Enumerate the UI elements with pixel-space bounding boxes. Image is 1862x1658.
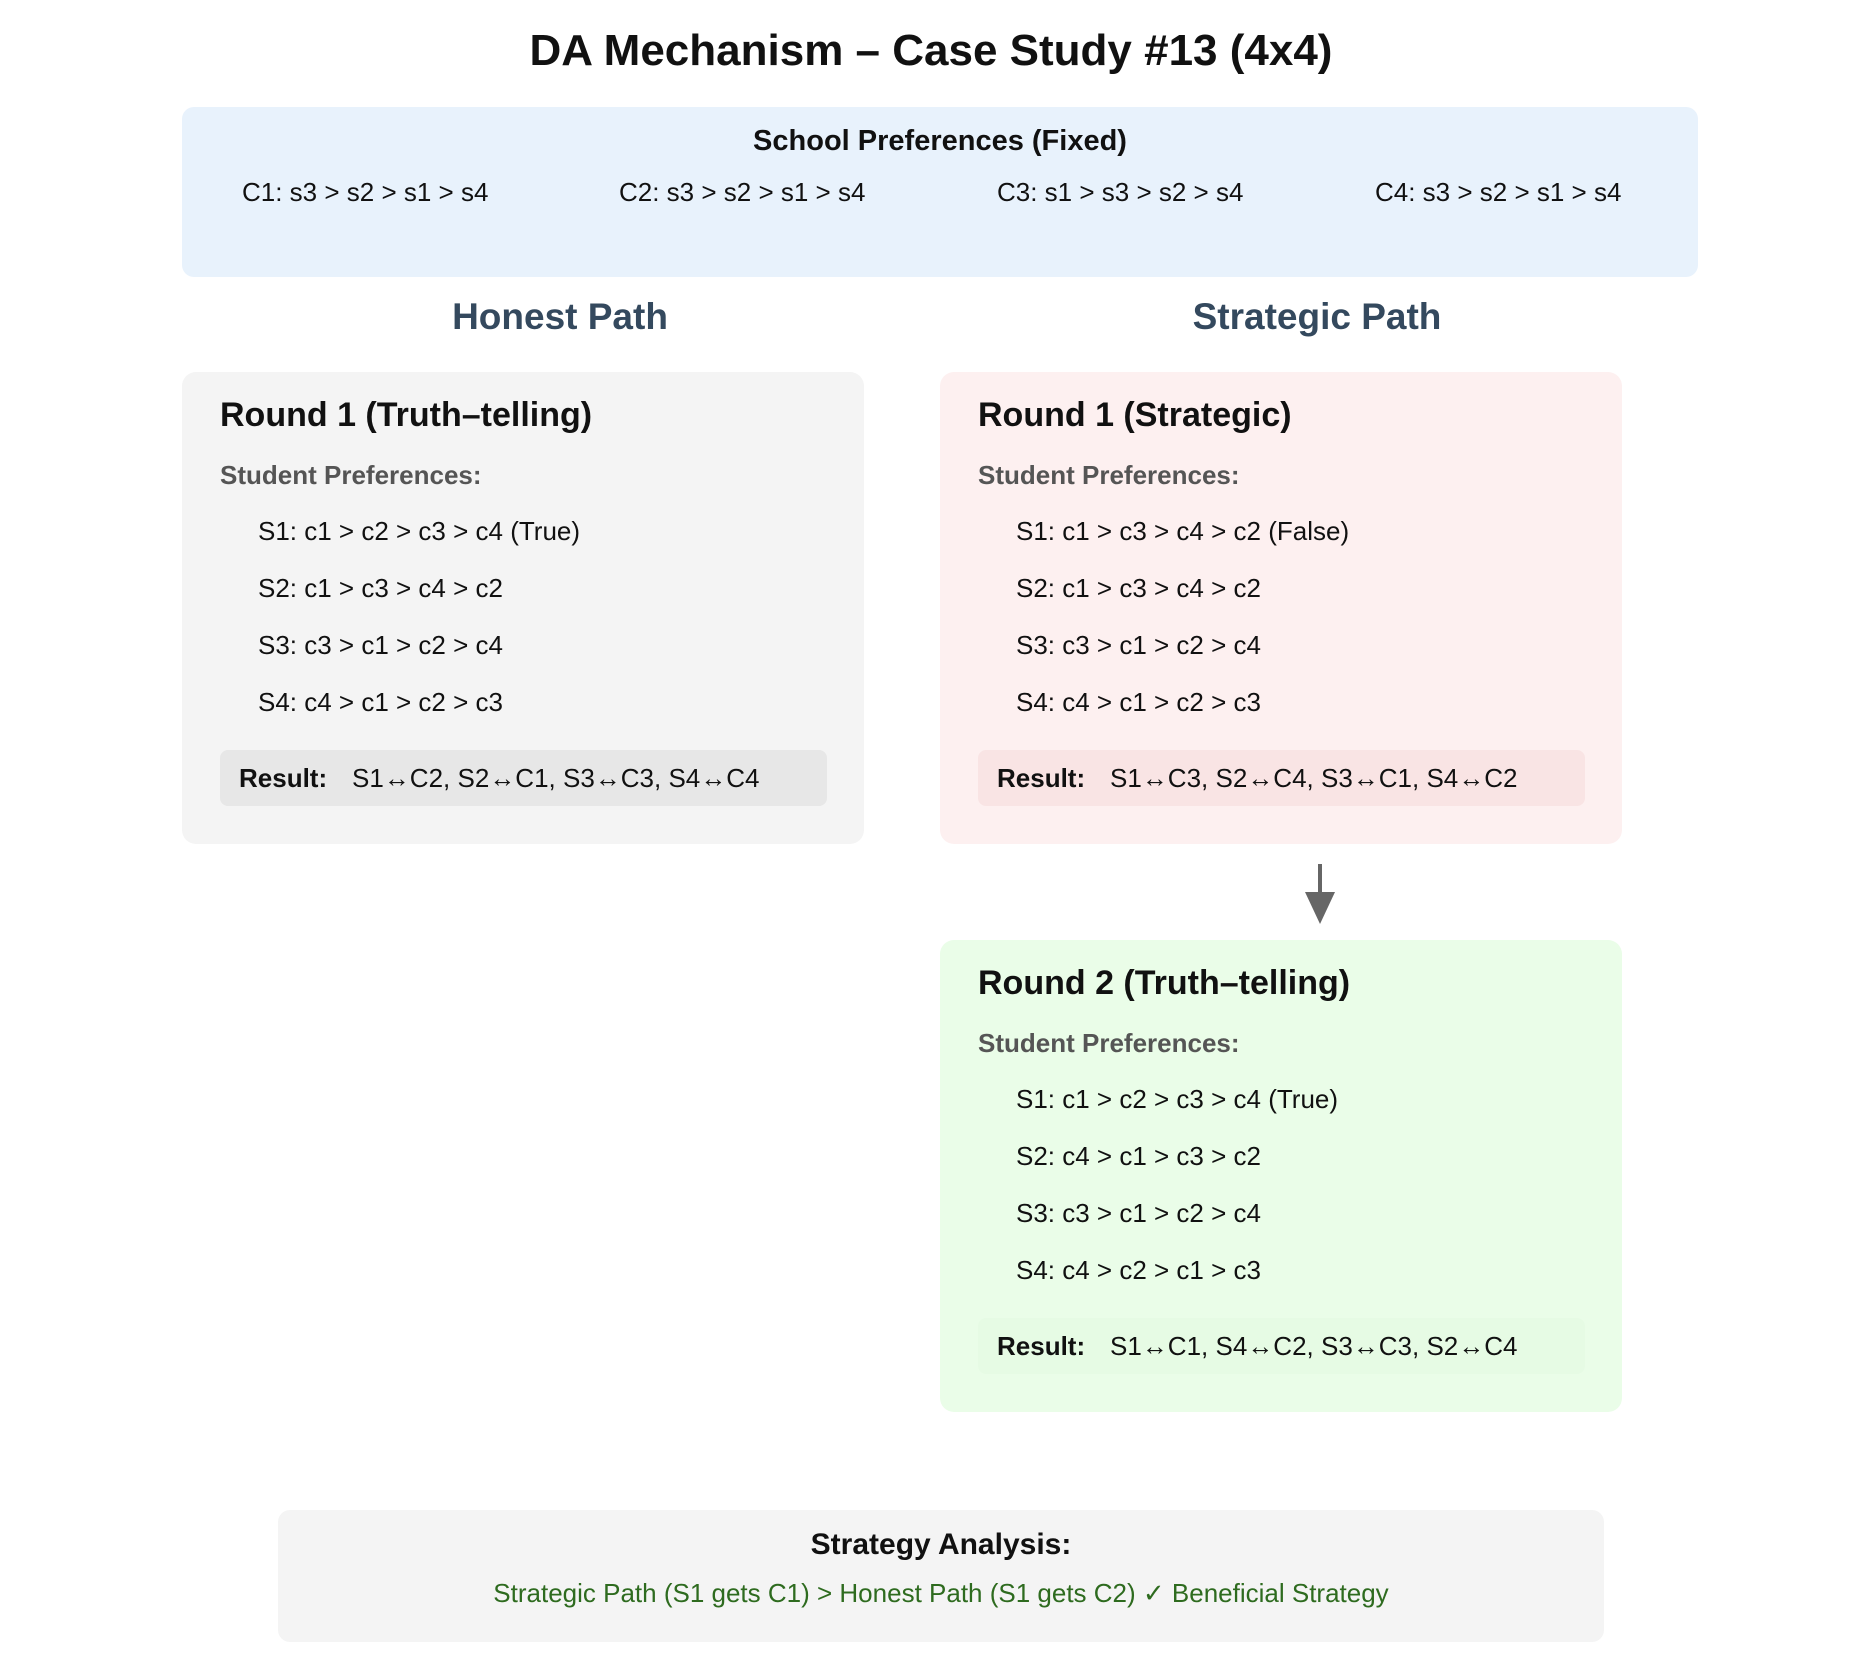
round-title: Round 1 (Truth–telling)	[220, 396, 593, 434]
student-pref-s1: S1: c1 > c2 > c3 > c4 (True)	[1016, 1084, 1339, 1114]
result-box	[220, 750, 827, 806]
page-title: DA Mechanism – Case Study #13 (4x4)	[529, 26, 1333, 75]
strategy-analysis-panel	[278, 1510, 1604, 1642]
student-pref-s1: S1: c1 > c2 > c3 > c4 (True)	[258, 516, 581, 546]
result-label: Result:	[997, 763, 1086, 793]
student-pref-s2: S2: c1 > c3 > c4 > c2	[1016, 573, 1261, 603]
student-preferences-label: Student Preferences:	[978, 460, 1240, 490]
result-value: S1↔C2, S2↔C1, S3↔C3, S4↔C4	[352, 763, 760, 793]
student-pref-s4: S4: c4 > c1 > c2 > c3	[1016, 687, 1261, 717]
strategic-round2-card	[940, 940, 1622, 1412]
student-pref-s3: S3: c3 > c1 > c2 > c4	[1016, 1198, 1261, 1228]
honest-path-heading: Honest Path	[452, 296, 668, 337]
strategy-analysis-title: Strategy Analysis:	[810, 1528, 1072, 1561]
school-pref-c4: C4: s3 > s2 > s1 > s4	[1375, 177, 1622, 207]
student-pref-s2: S2: c4 > c1 > c3 > c2	[1016, 1141, 1261, 1171]
school-preferences-title: School Preferences (Fixed)	[753, 125, 1127, 157]
school-pref-c2: C2: s3 > s2 > s1 > s4	[619, 177, 866, 207]
honest-round1-card	[182, 372, 864, 844]
result-box	[978, 1318, 1585, 1374]
student-pref-s3: S3: c3 > c1 > c2 > c4	[1016, 630, 1261, 660]
strategic-path-heading: Strategic Path	[1192, 296, 1442, 337]
student-pref-s2: S2: c1 > c3 > c4 > c2	[258, 573, 503, 603]
school-pref-c3: C3: s1 > s3 > s2 > s4	[997, 177, 1244, 207]
round-title: Round 1 (Strategic)	[978, 396, 1292, 434]
student-pref-s4: S4: c4 > c2 > c1 > c3	[1016, 1255, 1261, 1285]
student-pref-s4: S4: c4 > c1 > c2 > c3	[258, 687, 503, 717]
student-pref-s3: S3: c3 > c1 > c2 > c4	[258, 630, 503, 660]
school-preferences-panel	[182, 107, 1698, 277]
strategy-analysis-text: Strategic Path (S1 gets C1) > Honest Path (S1 gets C2) ✓ Beneficial Strategy	[493, 1578, 1389, 1608]
student-pref-s1: S1: c1 > c3 > c4 > c2 (False)	[1016, 516, 1350, 546]
student-preferences-label: Student Preferences:	[978, 1028, 1240, 1058]
result-label: Result:	[239, 763, 328, 793]
strategic-round1-card	[940, 372, 1622, 844]
student-preferences-label: Student Preferences:	[220, 460, 482, 490]
result-value: S1↔C1, S4↔C2, S3↔C3, S2↔C4	[1110, 1331, 1518, 1361]
school-pref-c1: C1: s3 > s2 > s1 > s4	[242, 177, 489, 207]
result-label: Result:	[997, 1331, 1086, 1361]
down-arrow-icon	[1302, 864, 1338, 928]
result-box	[978, 750, 1585, 806]
result-value: S1↔C3, S2↔C4, S3↔C1, S4↔C2	[1110, 763, 1518, 793]
round-title: Round 2 (Truth–telling)	[978, 964, 1351, 1002]
